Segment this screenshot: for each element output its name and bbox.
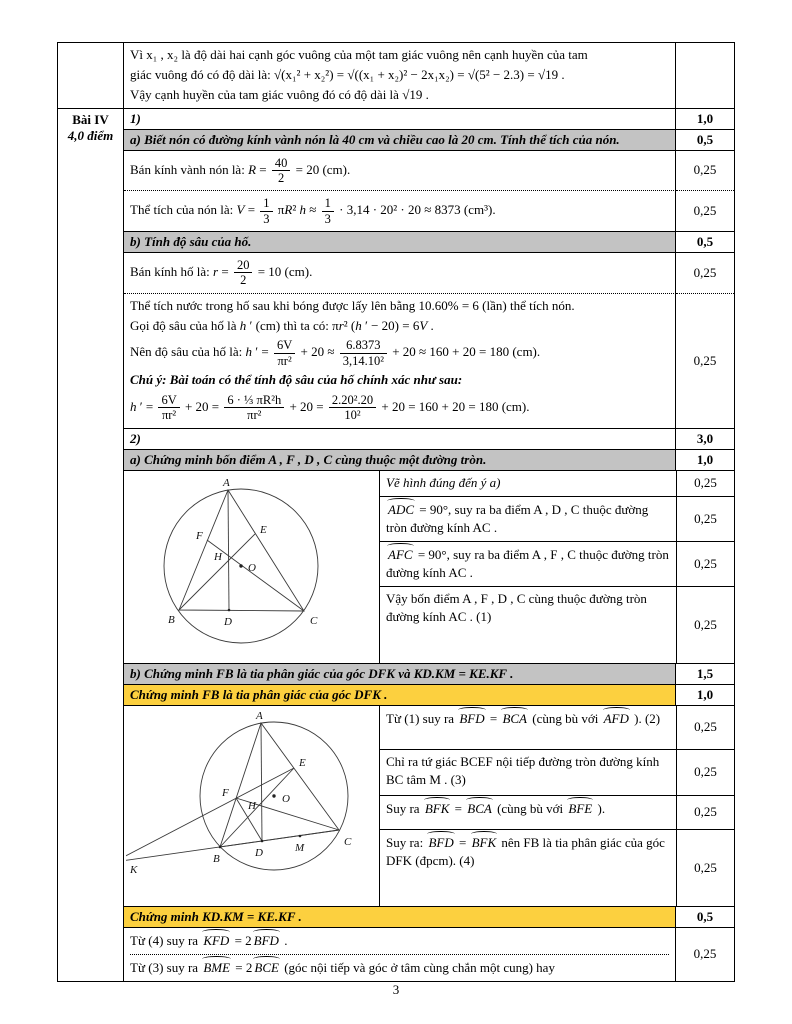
point-label-M: M (294, 841, 304, 854)
solution-formula-line: h ′ = $\frac{6V}{\text{πr²}}$ + 20 = $\frac{\text{6 · ⅓ πR²h}}{\text{πr²}}$ + 20 = $\frac{\text{2.20².20}}{\text{10²}}$ + 20 = 160 + 20 = 180 (cm). (130, 393, 530, 423)
point-label-E: E (259, 523, 267, 536)
problem-label-cell (58, 109, 124, 981)
points-cell: 0,5 (676, 130, 734, 151)
geometry-figure-2 (124, 706, 380, 906)
row-quadratic-conclusion (58, 43, 734, 109)
geometry-diagram-1 (126, 474, 378, 660)
points-cell: 0,25 (676, 253, 734, 294)
proof-step-text: Vẽ hình đúng đến ý a) (380, 471, 676, 497)
proof-step-text: Từ (3) suy ra BME = 2 BCE (góc nội tiếp và góc ở tâm cùng chắn một cung) hay (130, 954, 669, 978)
page-number: 3 (392, 982, 400, 997)
solution-formula-line: Bán kính hố là: r = $\frac{20}{2}$ = 10 (cm). (130, 258, 313, 288)
point-D (260, 840, 263, 843)
section-header-cell (124, 450, 676, 471)
solution-formula-line: Bán kính vành nón là: R = $\frac{40}{2}$ = 20 (cm). (130, 155, 351, 185)
center-point-O (239, 564, 242, 567)
points-cell: 0,25 (676, 706, 734, 750)
row-section-b-bisector (58, 664, 734, 685)
diagram-block-cell (124, 706, 734, 907)
diagram-block-cell (124, 471, 734, 664)
row-diagram-proof-a (58, 471, 734, 664)
center-point-O (272, 794, 275, 797)
row-subclaim-bisector (58, 685, 734, 706)
row-section-b-hole (58, 232, 734, 253)
solution-formula-line: Gọi độ sâu của hố là h ′ (cm) thì ta có: πr² (h ′ − 20) = 6V . (130, 317, 434, 333)
problem-title: Bài IV (72, 111, 109, 127)
content-cell (124, 253, 676, 294)
points-cell: 1,0 (676, 109, 734, 130)
points-cell: 3,0 (676, 429, 734, 450)
content-cell (124, 928, 676, 981)
row-section-a-circle (58, 450, 734, 471)
point-label-D: D (254, 846, 263, 859)
row-angle-relations (58, 928, 734, 981)
section-header-text: a) Chứng minh bốn điểm A , F , D , C cùng thuộc một đường tròn. (130, 451, 487, 467)
points-cell: 1,0 (676, 685, 734, 706)
content-cell (124, 294, 676, 429)
point-label-C: C (309, 614, 317, 627)
proof-step-text: Suy ra BFK = BCA (cùng bù với BFE ). (380, 796, 676, 830)
point-B (218, 846, 221, 849)
note-line: Chú ý: Bài toán có thể tính độ sâu của hố chính xác như sau: (130, 372, 463, 388)
section-header-text: a) Biết nón có đường kính vành nón là 40 cm và chiều cao là 20 cm. Tính thể tích của nón. (130, 131, 620, 147)
row-diagram-proof-b (58, 706, 734, 907)
points-cell: 0,25 (676, 151, 734, 192)
proof-step-text: Suy ra: BFD = BFK nên FB là tia phân giác của góc DFK (đpcm). (4) (386, 834, 665, 869)
points-cell: 0,5 (676, 232, 734, 253)
section-header-cell (124, 232, 676, 253)
point-label-F: F (195, 529, 203, 542)
proof-step-text: AFC = 90°, suy ra ba điểm A , F , C thuộc đường tròn đường kính AC . (380, 542, 676, 587)
content-cell (124, 429, 676, 450)
solution-text-line: Vậy cạnh huyền của tam giác vuông đó có độ dài là √19 . (130, 86, 429, 102)
points-cell: 1,5 (676, 664, 734, 685)
subclaim-header-cell (124, 685, 676, 706)
point-label-D: D (223, 615, 232, 628)
row-section-a-cone (58, 130, 734, 151)
content-cell (124, 43, 676, 109)
point-label-E: E (298, 756, 306, 769)
points-cell: 0,25 (676, 497, 734, 542)
point-label-C: C (343, 835, 351, 848)
part-number: 1) (130, 110, 141, 126)
points-cell: 0,25 (676, 830, 734, 906)
point-label-H: H (247, 799, 256, 812)
points-cell: 0,25 (676, 471, 734, 497)
points-cell: 0,25 (676, 796, 734, 830)
point-label-K: K (129, 863, 137, 876)
section-header-text: b) Chứng minh FB là tia phân giác của góc DFK và KD.KM = KE.KF . (130, 665, 514, 681)
points-cell (676, 43, 734, 109)
geometry-diagram-2 (126, 708, 378, 904)
solution-formula-line: Thể tích của nón là: V = $\frac{1}{3}$ πR² h ≈ $\frac{1}{3}$ · 3,14 · 20² · 20 ≈ 8373 (cm³). (130, 196, 496, 226)
point-label-O: O (281, 792, 290, 805)
proof-steps (380, 706, 734, 906)
content-cell (124, 109, 676, 130)
proof-step-text: Từ (1) suy ra BFD = BCA (cùng bù với AFD ). (2) (380, 706, 676, 750)
solution-formula-line: Nên độ sâu của hố là: h ′ = $\frac{6V}{\text{πr²}}$ + 20 ≈ $\frac{6.8373}{\text{3,14.10²}}$ + 20 ≈ 160 + 20 = 180 (cm). (130, 338, 541, 368)
point-label-B: B (212, 852, 220, 865)
subclaim-text: Chứng minh FB là tia phân giác của góc DFK . (130, 686, 388, 702)
points-cell: 0,25 (676, 294, 734, 429)
proof-step-text: Từ (4) suy ra KFD = 2 BFD . (130, 931, 669, 951)
part-number: 2) (130, 430, 141, 446)
point-D (227, 609, 230, 612)
row-part1-header (58, 109, 734, 130)
content-cell (124, 191, 676, 232)
section-header-cell (124, 130, 676, 151)
row-cone-volume (58, 191, 734, 232)
solution-text-line: Thể tích nước trong hố sau khi bóng được lấy lên bằng 10.60% = 6 (lần) thể tích nón. (130, 297, 575, 313)
point-label-O: O (247, 561, 256, 574)
proof-step-text: Chỉ ra tứ giác BCEF nội tiếp đường tròn đường kính BC tâm M . (3) (380, 750, 676, 796)
content-cell (124, 151, 676, 192)
proof-step-text: Vậy bốn điểm A , F , D , C cùng thuộc đường tròn đường kính AC . (1) (386, 590, 647, 625)
row-part2-header (58, 429, 734, 450)
solution-text-line: Vì x₁ , x₂ là độ dài hai cạnh góc vuông của một tam giác vuông nên cạnh huyền của tam (130, 47, 588, 62)
points-cell: 0,5 (676, 907, 734, 928)
row-hole-depth (58, 294, 734, 429)
section-header-cell (124, 664, 676, 685)
problem-points: 4,0 điểm (67, 127, 114, 143)
left-label-cell-empty (58, 43, 124, 109)
point-M (298, 835, 301, 838)
points-cell: 0,25 (676, 587, 734, 663)
points-cell: 1,0 (676, 450, 734, 471)
row-cone-radius (58, 151, 734, 192)
rubric-table (57, 42, 735, 982)
points-cell: 0,25 (676, 191, 734, 232)
point-label-B: B (167, 613, 175, 626)
point-label-H: H (213, 550, 222, 563)
point-label-A: A (255, 709, 263, 722)
section-header-text: b) Tính độ sâu của hố. (130, 234, 252, 250)
point-label-F: F (221, 786, 229, 799)
row-hole-radius (58, 253, 734, 294)
points-cell: 0,25 (676, 750, 734, 796)
points-cell: 0,25 (693, 946, 717, 962)
points-cell: 0,25 (676, 542, 734, 587)
solution-formula-line: giác vuông đó có độ dài là: √(x₁² + x₂²) = √((x₁ + x₂)² − 2x₁x₂) = √(5² − 2.3) = √19 . (130, 66, 565, 82)
geometry-figure-1 (124, 471, 380, 663)
subclaim-text: Chứng minh KD.KM = KE.KF . (130, 908, 302, 924)
row-subclaim-product (58, 907, 734, 928)
point-label-A: A (222, 476, 230, 489)
subclaim-header-cell (124, 907, 676, 928)
proof-step-text: ADC = 90°, suy ra ba điểm A , D , C thuộc đường tròn đường kính AC . (380, 497, 676, 542)
proof-steps (380, 471, 734, 663)
